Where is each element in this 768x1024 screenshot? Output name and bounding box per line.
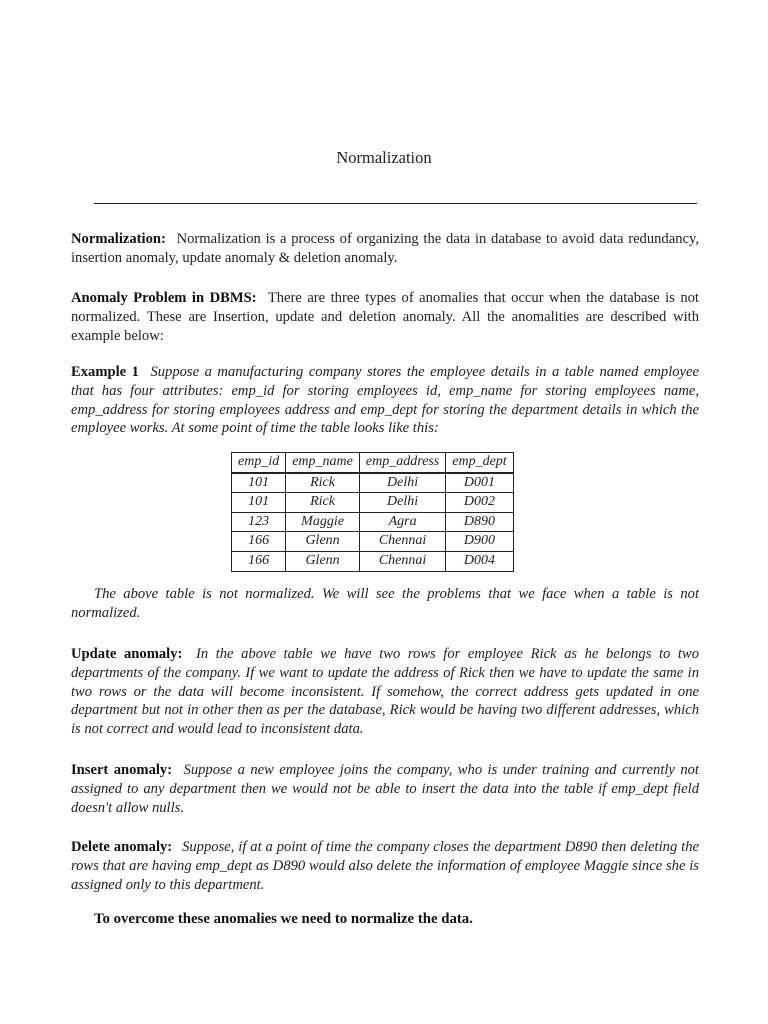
table-cell: D890: [446, 512, 513, 532]
table-cell: Rick: [286, 473, 360, 493]
table-cell: Glenn: [286, 532, 360, 552]
delete-anomaly-heading: Delete anomaly:: [71, 839, 173, 855]
table-header-cell: emp_name: [286, 453, 360, 473]
table-header-cell: emp_id: [232, 453, 286, 473]
insert-anomaly-heading: Insert anomaly:: [71, 762, 173, 778]
table-cell: 123: [232, 512, 286, 532]
anomaly-problem-heading: Anomaly Problem in DBMS:: [71, 290, 257, 306]
delete-anomaly-paragraph: [71, 838, 699, 894]
update-anomaly-heading: Update anomaly:: [71, 646, 183, 662]
table-cell: D002: [446, 493, 513, 513]
employee-table: [231, 452, 514, 572]
table-cell: Chennai: [359, 551, 445, 571]
normalization-text: Normalization is a process of organizing the data in database to avoid data redundancy, insertion anomaly, update anomaly & deletion anomaly.: [71, 231, 699, 266]
example-text: Suppose a manufacturing company stores the employee details in a table named employee that has four attributes: emp_id for storing employees id, emp_name for storing employees name, emp_address for storing employees address and emp_dept for storing the department details in which the employee works. At some point of time the table looks like this:: [71, 364, 699, 437]
table-header-cell: emp_dept: [446, 453, 513, 473]
title-rule: [94, 203, 697, 204]
table-cell: D900: [446, 532, 513, 552]
not-normalized-text: The above table is not normalized. We will see the problems that we face when a table is not normalized.: [71, 586, 699, 621]
table-row: [232, 532, 514, 552]
delete-anomaly-text: Suppose, if at a point of time the company closes the department D890 then deleting the rows that are having emp_dept as D890 would also delete the information of employee Maggie since she is assigned only to this department.: [71, 839, 699, 893]
table-cell: D004: [446, 551, 513, 571]
table-cell: 166: [232, 551, 286, 571]
table-cell: Maggie: [286, 512, 360, 532]
anomaly-problem-text: There are three types of anomalies that occur when the database is not normalized. These are Insertion, update and deletion anomaly. All the anomalities are described with example below:: [71, 290, 699, 344]
update-anomaly-paragraph: [71, 645, 699, 739]
update-anomaly-text: In the above table we have two rows for employee Rick as he belongs to two departments of the company. If we want to update the address of Rick then we have to update the same in two rows or the data will become inconsistent. If somehow, the correct address gets updated in one department but not in other then as per the database, Rick would be having two different addresses, which is not correct and would lead to inconsistent data.: [71, 646, 700, 738]
insert-anomaly-paragraph: [71, 761, 699, 817]
normalization-heading: Normalization:: [71, 231, 166, 247]
example-heading: Example 1: [71, 364, 139, 380]
insert-anomaly-text: Suppose a new employee joins the company, who is under training and currently not assigned to any department then we would not be able to insert the data into the table if emp_dept field doesn't allow nulls.: [71, 762, 699, 816]
table-cell: Glenn: [286, 551, 360, 571]
table-cell: 101: [232, 473, 286, 493]
table-cell: 101: [232, 493, 286, 513]
page-title: Normalization: [336, 148, 432, 167]
table-row: [232, 473, 514, 493]
conclusion-text: To overcome these anomalies we need to normalize the data.: [94, 911, 473, 927]
table-cell: Delhi: [359, 473, 445, 493]
table-row: [232, 551, 514, 571]
normalization-paragraph: [71, 230, 699, 268]
table-header-cell: emp_address: [359, 453, 445, 473]
table-cell: Agra: [359, 512, 445, 532]
table-row: [232, 512, 514, 532]
table-cell: Delhi: [359, 493, 445, 513]
table-cell: D001: [446, 473, 513, 493]
anomaly-problem-paragraph: [71, 289, 699, 345]
table-cell: 166: [232, 532, 286, 552]
not-normalized-paragraph: [71, 585, 699, 623]
table-cell: Rick: [286, 493, 360, 513]
table-cell: Chennai: [359, 532, 445, 552]
example-paragraph: [71, 363, 699, 438]
table-row: [232, 493, 514, 513]
table-header-row: [232, 453, 514, 473]
